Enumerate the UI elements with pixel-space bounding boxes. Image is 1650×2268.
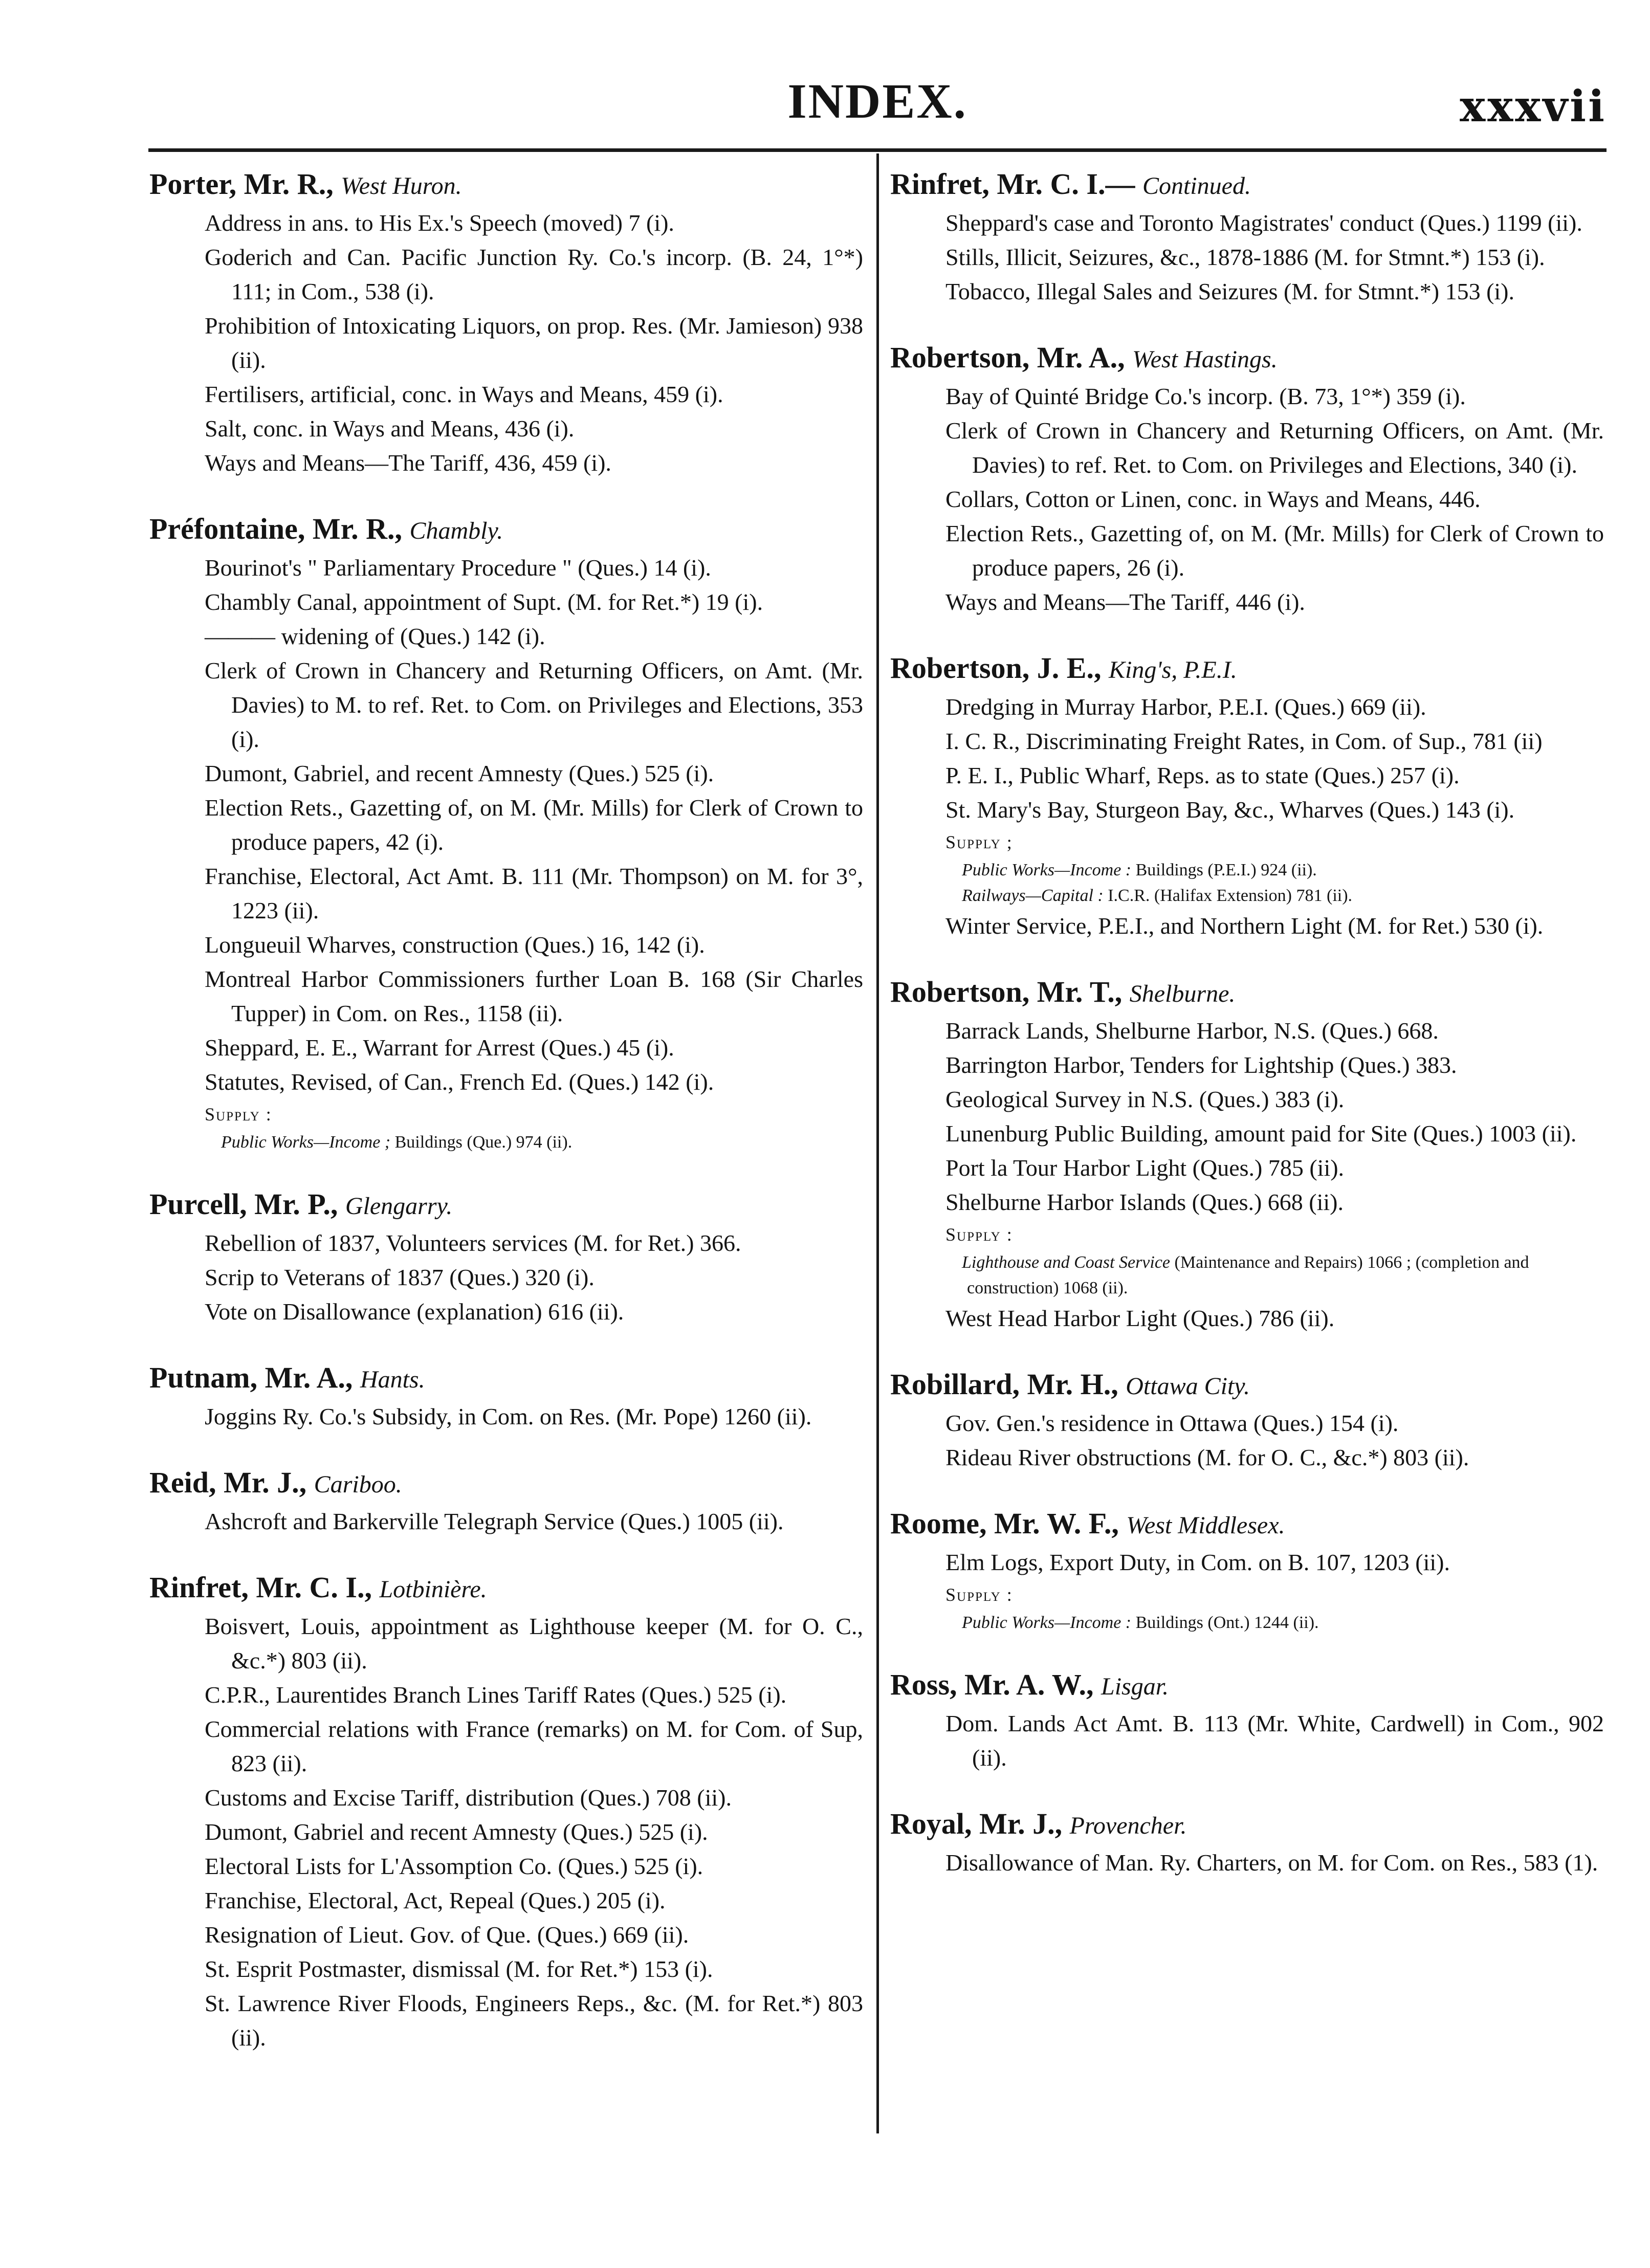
index-item: Prohibition of Intoxicating Liquors, on prop. Res. (Mr. Jamieson) 938 (ii). [205, 313, 863, 373]
index-item: Election Rets., Gazetting of, on M. (Mr. Mills) for Clerk of Crown to produce papers, 26 (i). [945, 520, 1604, 581]
index-item: Address in ans. to His Ex.'s Speech (moved) 7 (i). [205, 210, 674, 236]
index-item: Resignation of Lieut. Gov. of Que. (Ques.) 669 (ii). [205, 1922, 689, 1948]
member-name: Royal, Mr. J., [890, 1807, 1063, 1840]
index-item: West Head Harbor Light (Ques.) 786 (ii). [945, 1305, 1335, 1331]
supply-detail: (Maintenance and Repairs) 1066 ; (completion and construction) 1068 (ii). [967, 1253, 1529, 1297]
member-name: Robillard, Mr. H., [890, 1368, 1118, 1401]
index-item: Ashcroft and Barkerville Telegraph Service (Ques.) 1005 (ii). [205, 1508, 784, 1534]
entry-heading [149, 1568, 863, 1609]
member-name: Ross, Mr. A. W., [890, 1668, 1094, 1701]
index-column-right [890, 165, 1604, 1909]
entry-heading [890, 1504, 1604, 1545]
supply-head: Lighthouse and Coast Service [962, 1253, 1171, 1272]
index-entry [149, 1568, 863, 2055]
index-entry [890, 1365, 1604, 1474]
index-item: Electoral Lists for L'Assomption Co. (Ques.) 525 (i). [205, 1853, 703, 1879]
index-item: Goderich and Can. Pacific Junction Ry. Co.'s incorp. (B. 24, 1°*) 111; in Com., 538 (i). [205, 244, 863, 304]
constituency: Glengarry. [345, 1193, 453, 1220]
supply-heading: Supply : [945, 1224, 1013, 1245]
constituency: Ottawa City. [1126, 1373, 1250, 1400]
constituency: Shelburne. [1129, 980, 1236, 1007]
index-item: Joggins Ry. Co.'s Subsidy, in Com. on Res. (Mr. Pope) 1260 (ii). [205, 1403, 812, 1429]
supply-detail: Buildings (P.E.I.) 924 (ii). [1135, 861, 1317, 879]
index-entry [149, 165, 863, 480]
index-item: Stills, Illicit, Seizures, &c., 1878-1886 (M. for Stmnt.*) 153 (i). [945, 244, 1545, 270]
supply-item [890, 1250, 1604, 1301]
index-item: Clerk of Crown in Chancery and Returning Officers, on Amt. (Mr. Davies) to ref. Ret. to Com. on Privileges and Elections, 340 (i). [945, 417, 1604, 478]
entry-heading [890, 165, 1604, 206]
index-item: Fertilisers, artificial, conc. in Ways and Means, 459 (i). [205, 381, 723, 407]
supply-heading: Supply : [205, 1104, 272, 1125]
page-title: INDEX. [787, 74, 967, 128]
index-item: Bourinot's " Parliamentary Procedure " (Ques.) 14 (i). [205, 555, 711, 581]
member-name: Reid, Mr. J., [149, 1466, 307, 1499]
supply-detail: Buildings (Ont.) 1244 (ii). [1135, 1613, 1319, 1632]
index-item: Port la Tour Harbor Light (Ques.) 785 (ii). [945, 1155, 1345, 1181]
member-name: Robertson, Mr. A., [890, 341, 1125, 374]
supply-heading: Supply ; [945, 832, 1013, 852]
constituency: Continued. [1142, 172, 1251, 200]
supply-head: Railways—Capital : [962, 886, 1104, 905]
index-item: Tobacco, Illegal Sales and Seizures (M. for Stmnt.*) 153 (i). [945, 278, 1514, 304]
index-entry [149, 1463, 863, 1538]
index-item: ——— widening of (Ques.) 142 (i). [205, 623, 545, 649]
index-item: Dom. Lands Act Amt. B. 113 (Mr. White, Cardwell) in Com., 902 (ii). [945, 1710, 1604, 1771]
member-name: Putnam, Mr. A., [149, 1361, 353, 1394]
header-rule [148, 148, 1607, 152]
entry-heading [890, 973, 1604, 1014]
index-item: Salt, conc. in Ways and Means, 436 (i). [205, 415, 575, 442]
index-entry [890, 338, 1604, 619]
supply-head: Public Works—Income ; [221, 1133, 391, 1152]
index-entry [149, 1185, 863, 1329]
member-name: Préfontaine, Mr. R., [149, 512, 402, 545]
index-item: Elm Logs, Export Duty, in Com. on B. 107, 1203 (ii). [945, 1549, 1450, 1575]
index-item: Bay of Quinté Bridge Co.'s incorp. (B. 73, 1°*) 359 (i). [945, 383, 1466, 409]
entry-heading [149, 1185, 863, 1226]
supply-head: Public Works—Income : [962, 1613, 1132, 1632]
index-item: St. Mary's Bay, Sturgeon Bay, &c., Wharves (Ques.) 143 (i). [945, 797, 1515, 823]
constituency: Chambly. [409, 517, 503, 544]
index-entry [890, 1504, 1604, 1636]
member-name: Robertson, J. E., [890, 651, 1102, 685]
member-name: Porter, Mr. R., [149, 167, 334, 201]
constituency: West Huron. [341, 172, 462, 200]
entry-heading [890, 1665, 1604, 1706]
index-item: Geological Survey in N.S. (Ques.) 383 (i). [945, 1086, 1345, 1112]
index-item: I. C. R., Discriminating Freight Rates, in Com. of Sup., 781 (ii) [945, 728, 1543, 754]
index-item: Sheppard's case and Toronto Magistrates' conduct (Ques.) 1199 (ii). [945, 210, 1582, 236]
index-item: Disallowance of Man. Ry. Charters, on M. for Com. on Res., 583 (1). [945, 1849, 1598, 1876]
index-item: Collars, Cotton or Linen, conc. in Ways and Means, 446. [945, 486, 1481, 512]
member-name: Rinfret, Mr. C. I.— [890, 167, 1135, 201]
entry-heading [149, 165, 863, 206]
entry-heading [149, 510, 863, 551]
index-item: Statutes, Revised, of Can., French Ed. (Ques.) 142 (i). [205, 1069, 714, 1095]
index-entry [890, 1665, 1604, 1775]
index-item: Montreal Harbor Commissioners further Loan B. 168 (Sir Charles Tupper) in Com. on Res., 1158 (ii). [205, 966, 863, 1026]
member-name: Rinfret, Mr. C. I., [149, 1571, 372, 1604]
constituency: Hants. [360, 1366, 425, 1393]
supply-item [890, 883, 1604, 909]
index-column-left [149, 165, 863, 2084]
index-item: Barrington Harbor, Tenders for Lightship (Ques.) 383. [945, 1052, 1457, 1078]
page-header [148, 67, 1607, 148]
constituency: Provencher. [1069, 1812, 1187, 1839]
index-item: Dumont, Gabriel and recent Amnesty (Ques.) 525 (i). [205, 1819, 708, 1845]
index-item: Barrack Lands, Shelburne Harbor, N.S. (Ques.) 668. [945, 1018, 1439, 1044]
index-item: Vote on Disallowance (explanation) 616 (ii). [205, 1298, 624, 1325]
index-item: P. E. I., Public Wharf, Reps. as to state (Ques.) 257 (i). [945, 762, 1460, 788]
index-item: C.P.R., Laurentides Branch Lines Tariff Rates (Ques.) 525 (i). [205, 1682, 787, 1708]
index-item: Dumont, Gabriel, and recent Amnesty (Ques.) 525 (i). [205, 760, 714, 786]
index-item: Franchise, Electoral, Act Amt. B. 111 (Mr. Thompson) on M. for 3°, 1223 (ii). [205, 863, 863, 923]
index-item: Sheppard, E. E., Warrant for Arrest (Ques.) 45 (i). [205, 1034, 674, 1061]
page-number: xxxvii [1460, 81, 1607, 131]
constituency: West Hastings. [1132, 346, 1278, 373]
index-item: St. Lawrence River Floods, Engineers Reps., &c. (M. for Ret.*) 803 (ii). [205, 1990, 863, 2051]
index-item: Winter Service, P.E.I., and Northern Light (M. for Ret.) 530 (i). [945, 913, 1544, 939]
index-entry [890, 973, 1604, 1335]
index-item: Boisvert, Louis, appointment as Lighthouse keeper (M. for O. C., &c.*) 803 (ii). [205, 1613, 863, 1674]
index-entry [149, 510, 863, 1155]
index-entry [890, 1804, 1604, 1880]
index-item: Chambly Canal, appointment of Supt. (M. for Ret.*) 19 (i). [205, 589, 763, 615]
supply-item [890, 857, 1604, 883]
supply-head: Public Works—Income : [962, 861, 1132, 879]
index-item: Customs and Excise Tariff, distribution (Ques.) 708 (ii). [205, 1785, 732, 1811]
index-item: Gov. Gen.'s residence in Ottawa (Ques.) 154 (i). [945, 1410, 1399, 1436]
entry-heading [890, 338, 1604, 379]
supply-item [149, 1130, 863, 1155]
index-item: Rideau River obstructions (M. for O. C., &c.*) 803 (ii). [945, 1444, 1469, 1470]
entry-heading [890, 1365, 1604, 1406]
index-item: St. Esprit Postmaster, dismissal (M. for Ret.*) 153 (i). [205, 1956, 713, 1982]
index-item: Longueuil Wharves, construction (Ques.) 16, 142 (i). [205, 932, 705, 958]
supply-detail: I.C.R. (Halifax Extension) 781 (ii). [1108, 886, 1353, 905]
index-item: Election Rets., Gazetting of, on M. (Mr. Mills) for Clerk of Crown to produce papers, 42 (i). [205, 795, 863, 855]
index-item: Ways and Means—The Tariff, 436, 459 (i). [205, 450, 611, 476]
index-entry [149, 1358, 863, 1434]
entry-heading [149, 1358, 863, 1399]
entry-heading [890, 1804, 1604, 1845]
index-item: Dredging in Murray Harbor, P.E.I. (Ques.) 669 (ii). [945, 694, 1426, 720]
member-name: Purcell, Mr. P., [149, 1187, 338, 1221]
entry-heading [149, 1463, 863, 1504]
index-item: Rebellion of 1837, Volunteers services (M. for Ret.) 366. [205, 1230, 741, 1256]
index-entry [890, 649, 1604, 943]
index-item: Ways and Means—The Tariff, 446 (i). [945, 589, 1305, 615]
index-item: Lunenburg Public Building, amount paid for Site (Ques.) 1003 (ii). [945, 1120, 1577, 1147]
constituency: Cariboo. [314, 1471, 402, 1498]
constituency: Lisgar. [1101, 1673, 1169, 1700]
index-item: Clerk of Crown in Chancery and Returning Officers, on Amt. (Mr. Davies) to M. to ref. Ret. to Com. on Privileges and Elections, 353 (i). [205, 657, 863, 752]
constituency: King's, P.E.I. [1108, 656, 1237, 684]
index-item: Shelburne Harbor Islands (Ques.) 668 (ii). [945, 1189, 1344, 1215]
supply-detail: Buildings (Que.) 974 (ii). [394, 1133, 573, 1152]
index-item: Franchise, Electoral, Act, Repeal (Ques.) 205 (i). [205, 1887, 666, 1913]
column-divider [876, 153, 879, 2133]
constituency: Lotbinière. [379, 1576, 487, 1603]
member-name: Roome, Mr. W. F., [890, 1507, 1119, 1540]
index-item: Commercial relations with France (remarks) on M. for Com. of Sup, 823 (ii). [205, 1716, 863, 1776]
constituency: West Middlesex. [1126, 1512, 1285, 1539]
index-entry [890, 165, 1604, 309]
member-name: Robertson, Mr. T., [890, 975, 1123, 1008]
supply-item [890, 1610, 1604, 1636]
index-item: Scrip to Veterans of 1837 (Ques.) 320 (i). [205, 1264, 595, 1290]
supply-heading: Supply : [945, 1584, 1013, 1605]
entry-heading [890, 649, 1604, 690]
